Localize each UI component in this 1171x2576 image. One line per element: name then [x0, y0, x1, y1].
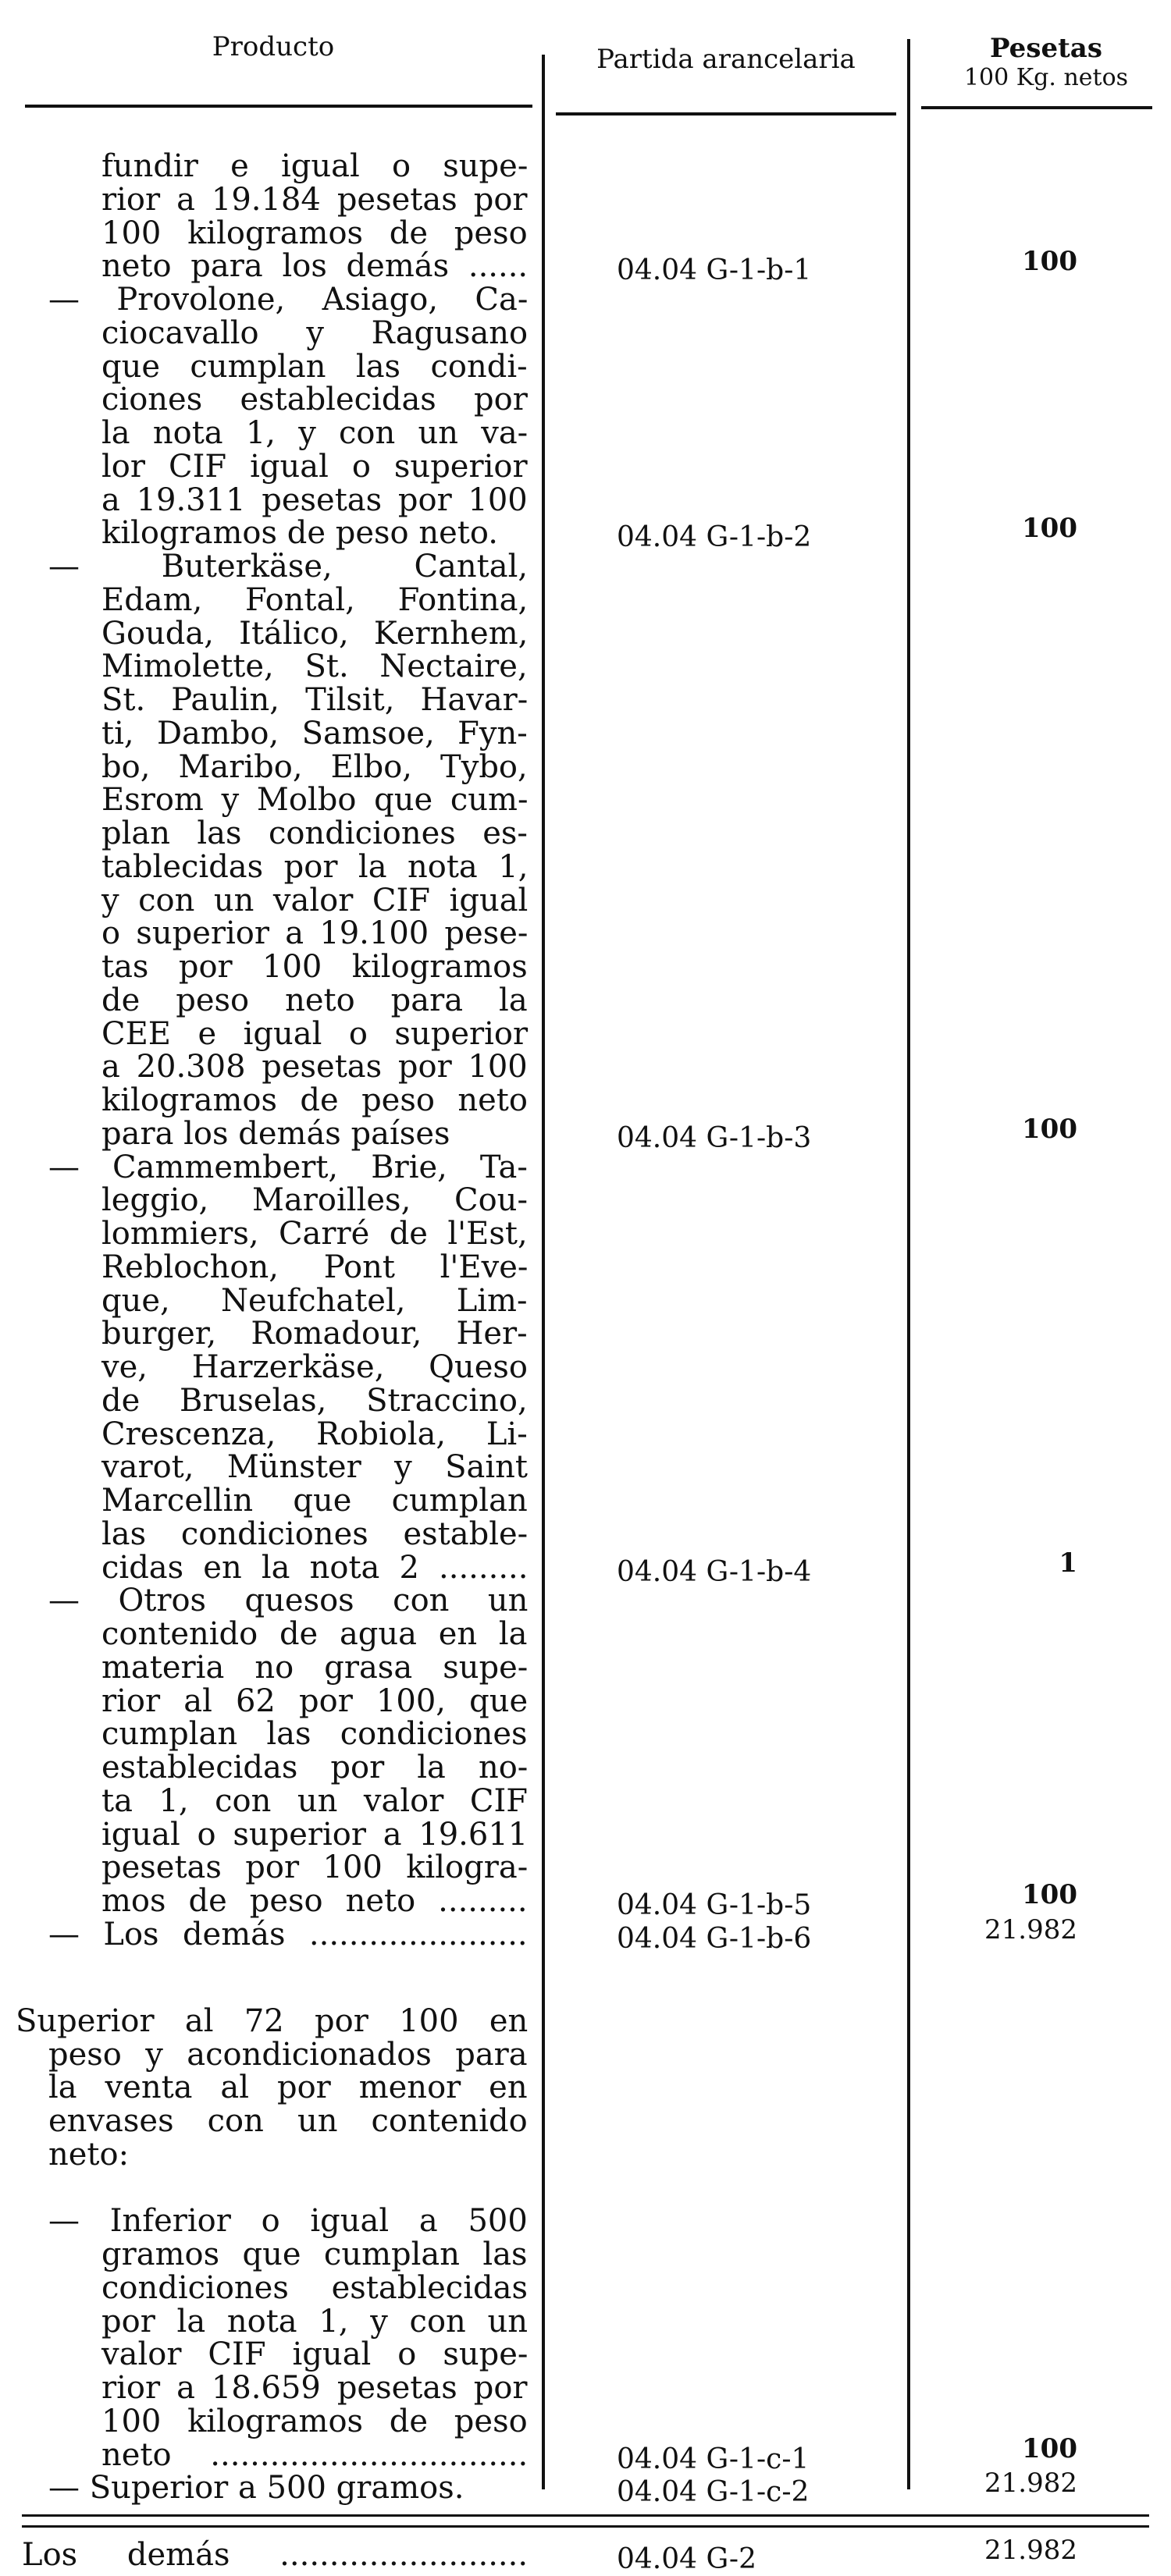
producto-line: kilogramos de peso neto	[101, 1082, 528, 1118]
producto-line: a 20.308 pesetas por 100	[101, 1049, 528, 1085]
bottom-rule-bottom	[22, 2525, 1149, 2528]
producto-line: Gouda, Itálico, Kernhem,	[101, 615, 529, 652]
header-pesetas: Pesetas	[990, 33, 1102, 64]
producto-line: ta 1, con un valor CIF	[101, 1782, 529, 1819]
pesetas-value: 21.982	[984, 1913, 1077, 1945]
producto-line: neto para los demás ......	[101, 248, 529, 285]
producto-line: de Bruselas, Straccino,	[101, 1382, 528, 1419]
producto-line: condiciones establecidas	[101, 2269, 528, 2306]
producto-line: ti, Dambo, Samsoe, Fyn-	[101, 715, 528, 751]
producto-line: — Inferior o igual a 500	[48, 2203, 528, 2240]
pesetas-value: 1	[1059, 1547, 1077, 1579]
producto-line: lor CIF igual o superior	[101, 448, 528, 485]
producto-line: que cumplan las condi-	[101, 348, 528, 385]
producto-line: cumplan las condiciones	[101, 1716, 528, 1753]
producto-line: pesetas por 100 kilogra-	[101, 1849, 529, 1886]
partida-arancelaria-code: 04.04 G-1-b-1	[617, 254, 812, 287]
producto-line: tablecidas por la nota 1,	[101, 848, 529, 885]
producto-line: — Provolone, Asiago, Ca-	[48, 282, 529, 318]
producto-line: cidas en la nota 2 .........	[101, 1549, 529, 1586]
bottom-rule-top	[22, 2514, 1149, 2517]
producto-line: Crescenza, Robiola, Li-	[101, 1416, 528, 1452]
producto-line: ciones establecidas por	[101, 382, 528, 418]
header-partida-arancelaria: Partida arancelaria	[596, 44, 856, 75]
producto-line: varot, Münster y Saint	[101, 1449, 528, 1486]
producto-line: Los demás .........................	[22, 2536, 529, 2573]
pesetas-value: 100	[1022, 1113, 1077, 1145]
producto-line: peso y acondicionados para	[48, 2036, 528, 2073]
header-rule-partida	[556, 112, 896, 115]
producto-line: gramos que cumplan las	[101, 2237, 528, 2273]
producto-line: rior al 62 por 100, que	[101, 1682, 529, 1719]
producto-line: la venta al por menor en	[48, 2070, 528, 2106]
producto-line: contenido de agua en la	[101, 1616, 528, 1652]
producto-line: Marcellin que cumplan	[101, 1483, 528, 1519]
producto-line: la nota 1, y con un va-	[101, 415, 529, 451]
header-rule-producto	[25, 105, 532, 108]
producto-line: establecidas por la no-	[101, 1750, 529, 1785]
pesetas-value: 21.982	[984, 2468, 1077, 2500]
producto-line: 100 kilogramos de peso	[101, 2403, 528, 2439]
producto-line: mos de peso neto .........	[101, 1883, 528, 1919]
producto-line: burger, Romadour, Her-	[101, 1316, 528, 1352]
partida-arancelaria-code: 04.04 G-1-c-1	[617, 2443, 810, 2475]
partida-arancelaria-code: 04.04 G-1-b-6	[617, 1922, 812, 1955]
producto-line: bo, Maribo, Elbo, Tybo,	[101, 748, 528, 785]
producto-line: Mimolette, St. Nectaire,	[101, 648, 528, 685]
producto-line: envases con un contenido	[48, 2103, 528, 2140]
column-divider-1	[542, 55, 545, 2489]
producto-line: de peso neto para la	[101, 982, 528, 1018]
producto-line: plan las condiciones es-	[101, 815, 528, 851]
producto-line: lommiers, Carré de l'Est,	[101, 1216, 528, 1252]
producto-line: tas por 100 kilogramos	[101, 949, 528, 985]
producto-line: rior a 19.184 pesetas por	[101, 181, 528, 218]
partida-arancelaria-code: 04.04 G-1-b-3	[617, 1121, 812, 1154]
partida-arancelaria-code: 04.04 G-1-b-4	[617, 1555, 812, 1588]
header-producto: Producto	[212, 31, 335, 62]
producto-line: neto:	[48, 2136, 130, 2173]
pesetas-value: 100	[1022, 2432, 1077, 2464]
producto-line: las condiciones estable-	[101, 1515, 529, 1552]
producto-line: leggio, Maroilles, Cou-	[101, 1182, 528, 1219]
producto-line: para los demás países	[101, 1115, 450, 1152]
producto-line: CEE e igual o superior	[101, 1015, 529, 1052]
pesetas-value: 100	[1022, 1879, 1077, 1910]
producto-line: materia no grasa supe-	[101, 1649, 529, 1686]
producto-line: valor CIF igual o supe-	[101, 2336, 529, 2373]
producto-line: — Buterkäse, Cantal,	[48, 549, 529, 584]
header-pesetas-units: 100 Kg. netos	[963, 64, 1129, 91]
producto-line: 100 kilogramos de peso	[101, 215, 528, 251]
producto-line: a 19.311 pesetas por 100	[101, 481, 528, 518]
pesetas-value: 100	[1022, 513, 1077, 545]
producto-line: por la nota 1, y con un	[101, 2303, 529, 2340]
partida-arancelaria-code: 04.04 G-2	[617, 2542, 756, 2575]
producto-line: ciocavallo y Ragusano	[101, 314, 529, 351]
producto-line: Superior al 72 por 100 en	[16, 2002, 529, 2039]
producto-line: fundir e igual o supe-	[101, 148, 529, 184]
partida-arancelaria-code: 04.04 G-1-b-5	[617, 1889, 812, 1921]
producto-line: Esrom y Molbo que cum-	[101, 782, 529, 819]
producto-line: — Superior a 500 gramos.	[48, 2470, 464, 2507]
column-divider-2	[907, 39, 910, 2489]
producto-line: neto ................................	[101, 2436, 529, 2473]
producto-line: St. Paulin, Tilsit, Havar-	[101, 682, 529, 718]
producto-line: — Los demás ......................	[48, 1916, 528, 1952]
header-rule-pesetas	[921, 106, 1152, 109]
partida-arancelaria-code: 04.04 G-1-c-2	[617, 2476, 810, 2509]
producto-line: Edam, Fontal, Fontina,	[101, 581, 529, 618]
pesetas-value: 100	[1022, 246, 1077, 278]
producto-line: Reblochon, Pont l'Eve-	[101, 1249, 529, 1285]
producto-line: — Cammembert, Brie, Ta-	[48, 1149, 528, 1185]
producto-line: kilogramos de peso neto.	[101, 515, 498, 552]
partida-arancelaria-code: 04.04 G-1-b-2	[617, 521, 812, 554]
producto-line: ve, Harzerkäse, Queso	[101, 1349, 528, 1385]
producto-line: y con un valor CIF igual	[101, 882, 529, 918]
producto-line: — Otros quesos con un	[48, 1583, 529, 1619]
producto-line: igual o superior a 19.611	[101, 1816, 529, 1853]
producto-line: o superior a 19.100 pese-	[101, 915, 529, 952]
producto-line: que, Neufchatel, Lim-	[101, 1282, 528, 1319]
pesetas-value: 21.982	[984, 2534, 1077, 2566]
producto-line: rior a 18.659 pesetas por	[101, 2370, 528, 2407]
